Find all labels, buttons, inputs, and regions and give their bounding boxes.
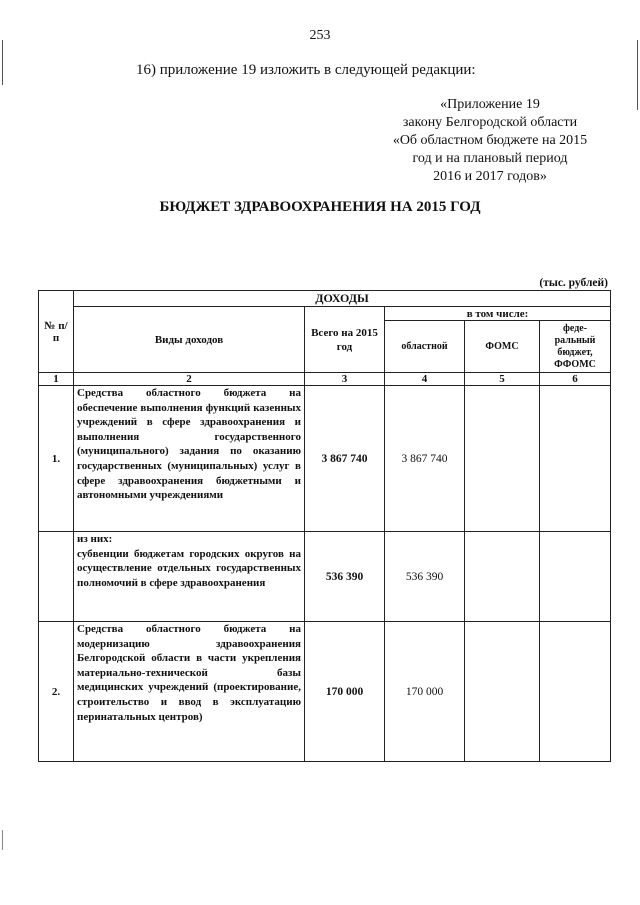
row-description: Средства областного бюджета на модернизацию здравоохранения Белгородской области в части укрепления материально-технической базы медицинских учреждений (проектирование, строительство и ввод в эксплуатацию перинатальных центров) bbox=[74, 622, 305, 762]
row-description: субвенции бюджетам городских округов на осуществление отдельных государственных полномочий в сфере здравоохранения bbox=[77, 547, 301, 589]
column-number: 5 bbox=[465, 373, 540, 386]
column-numbers-row bbox=[39, 373, 611, 386]
header-federal: феде-ральный бюджет, ФФОМС bbox=[540, 321, 611, 373]
column-number: 1 bbox=[39, 373, 74, 386]
row-federal bbox=[540, 386, 611, 532]
row-description: Средства областного бюджета на обеспечение выполнения функций казенных учреждений в сфере здравоохранения и выполнения государственного (муниципального) задания по оказанию государственных (муниципальных) услуг в сфере здравоохранения бюджетными и автономными учреждениями bbox=[74, 386, 305, 532]
header-regional: областной bbox=[385, 321, 465, 373]
header-num: № п/п bbox=[39, 291, 74, 373]
column-number: 6 bbox=[540, 373, 611, 386]
page-number: 253 bbox=[309, 28, 331, 43]
row-total: 536 390 bbox=[305, 532, 385, 622]
table-header-row bbox=[39, 307, 611, 321]
appendix-reference bbox=[360, 96, 620, 186]
row-foms bbox=[465, 622, 540, 762]
appendix-line: «Приложение 19 bbox=[440, 97, 540, 112]
appendix-line: год и на плановый период bbox=[412, 151, 568, 166]
column-number: 3 bbox=[305, 373, 385, 386]
row-total: 170 000 bbox=[305, 622, 385, 762]
row-federal bbox=[540, 532, 611, 622]
table-header-row bbox=[39, 291, 611, 307]
units-label: (тыс. рублей) bbox=[539, 277, 608, 289]
row-foms bbox=[465, 532, 540, 622]
table-row bbox=[39, 622, 611, 762]
table-row bbox=[39, 532, 611, 622]
row-total: 3 867 740 bbox=[305, 386, 385, 532]
scan-edge-mark bbox=[637, 40, 638, 110]
intro-text: 16) приложение 19 изложить в следующей редакции: bbox=[136, 62, 476, 78]
appendix-line: 2016 и 2017 годов» bbox=[433, 169, 547, 184]
document-title: БЮДЖЕТ ЗДРАВООХРАНЕНИЯ НА 2015 ГОД bbox=[159, 199, 481, 215]
column-number: 4 bbox=[385, 373, 465, 386]
appendix-line: «Об областном бюджете на 2015 bbox=[392, 133, 588, 148]
row-regional: 536 390 bbox=[385, 532, 465, 622]
row-number: 1. bbox=[39, 386, 74, 532]
scan-edge-mark bbox=[2, 40, 3, 85]
header-total: Всего на 2015 год bbox=[305, 307, 385, 373]
appendix-line: закону Белгородской области bbox=[402, 115, 578, 130]
row-number bbox=[39, 532, 74, 622]
column-number: 2 bbox=[74, 373, 305, 386]
header-including: в том числе: bbox=[385, 307, 611, 321]
row-description-group bbox=[74, 532, 305, 622]
row-regional: 170 000 bbox=[385, 622, 465, 762]
row-federal bbox=[540, 622, 611, 762]
header-income: ДОХОДЫ bbox=[74, 291, 611, 307]
row-regional: 3 867 740 bbox=[385, 386, 465, 532]
budget-table bbox=[38, 290, 611, 762]
row-foms bbox=[465, 386, 540, 532]
row-number: 2. bbox=[39, 622, 74, 762]
header-types: Виды доходов bbox=[74, 307, 305, 373]
header-foms: ФОМС bbox=[465, 321, 540, 373]
row-subheading: из них: bbox=[77, 533, 113, 545]
scan-edge-mark bbox=[2, 830, 3, 850]
table-row bbox=[39, 386, 611, 532]
